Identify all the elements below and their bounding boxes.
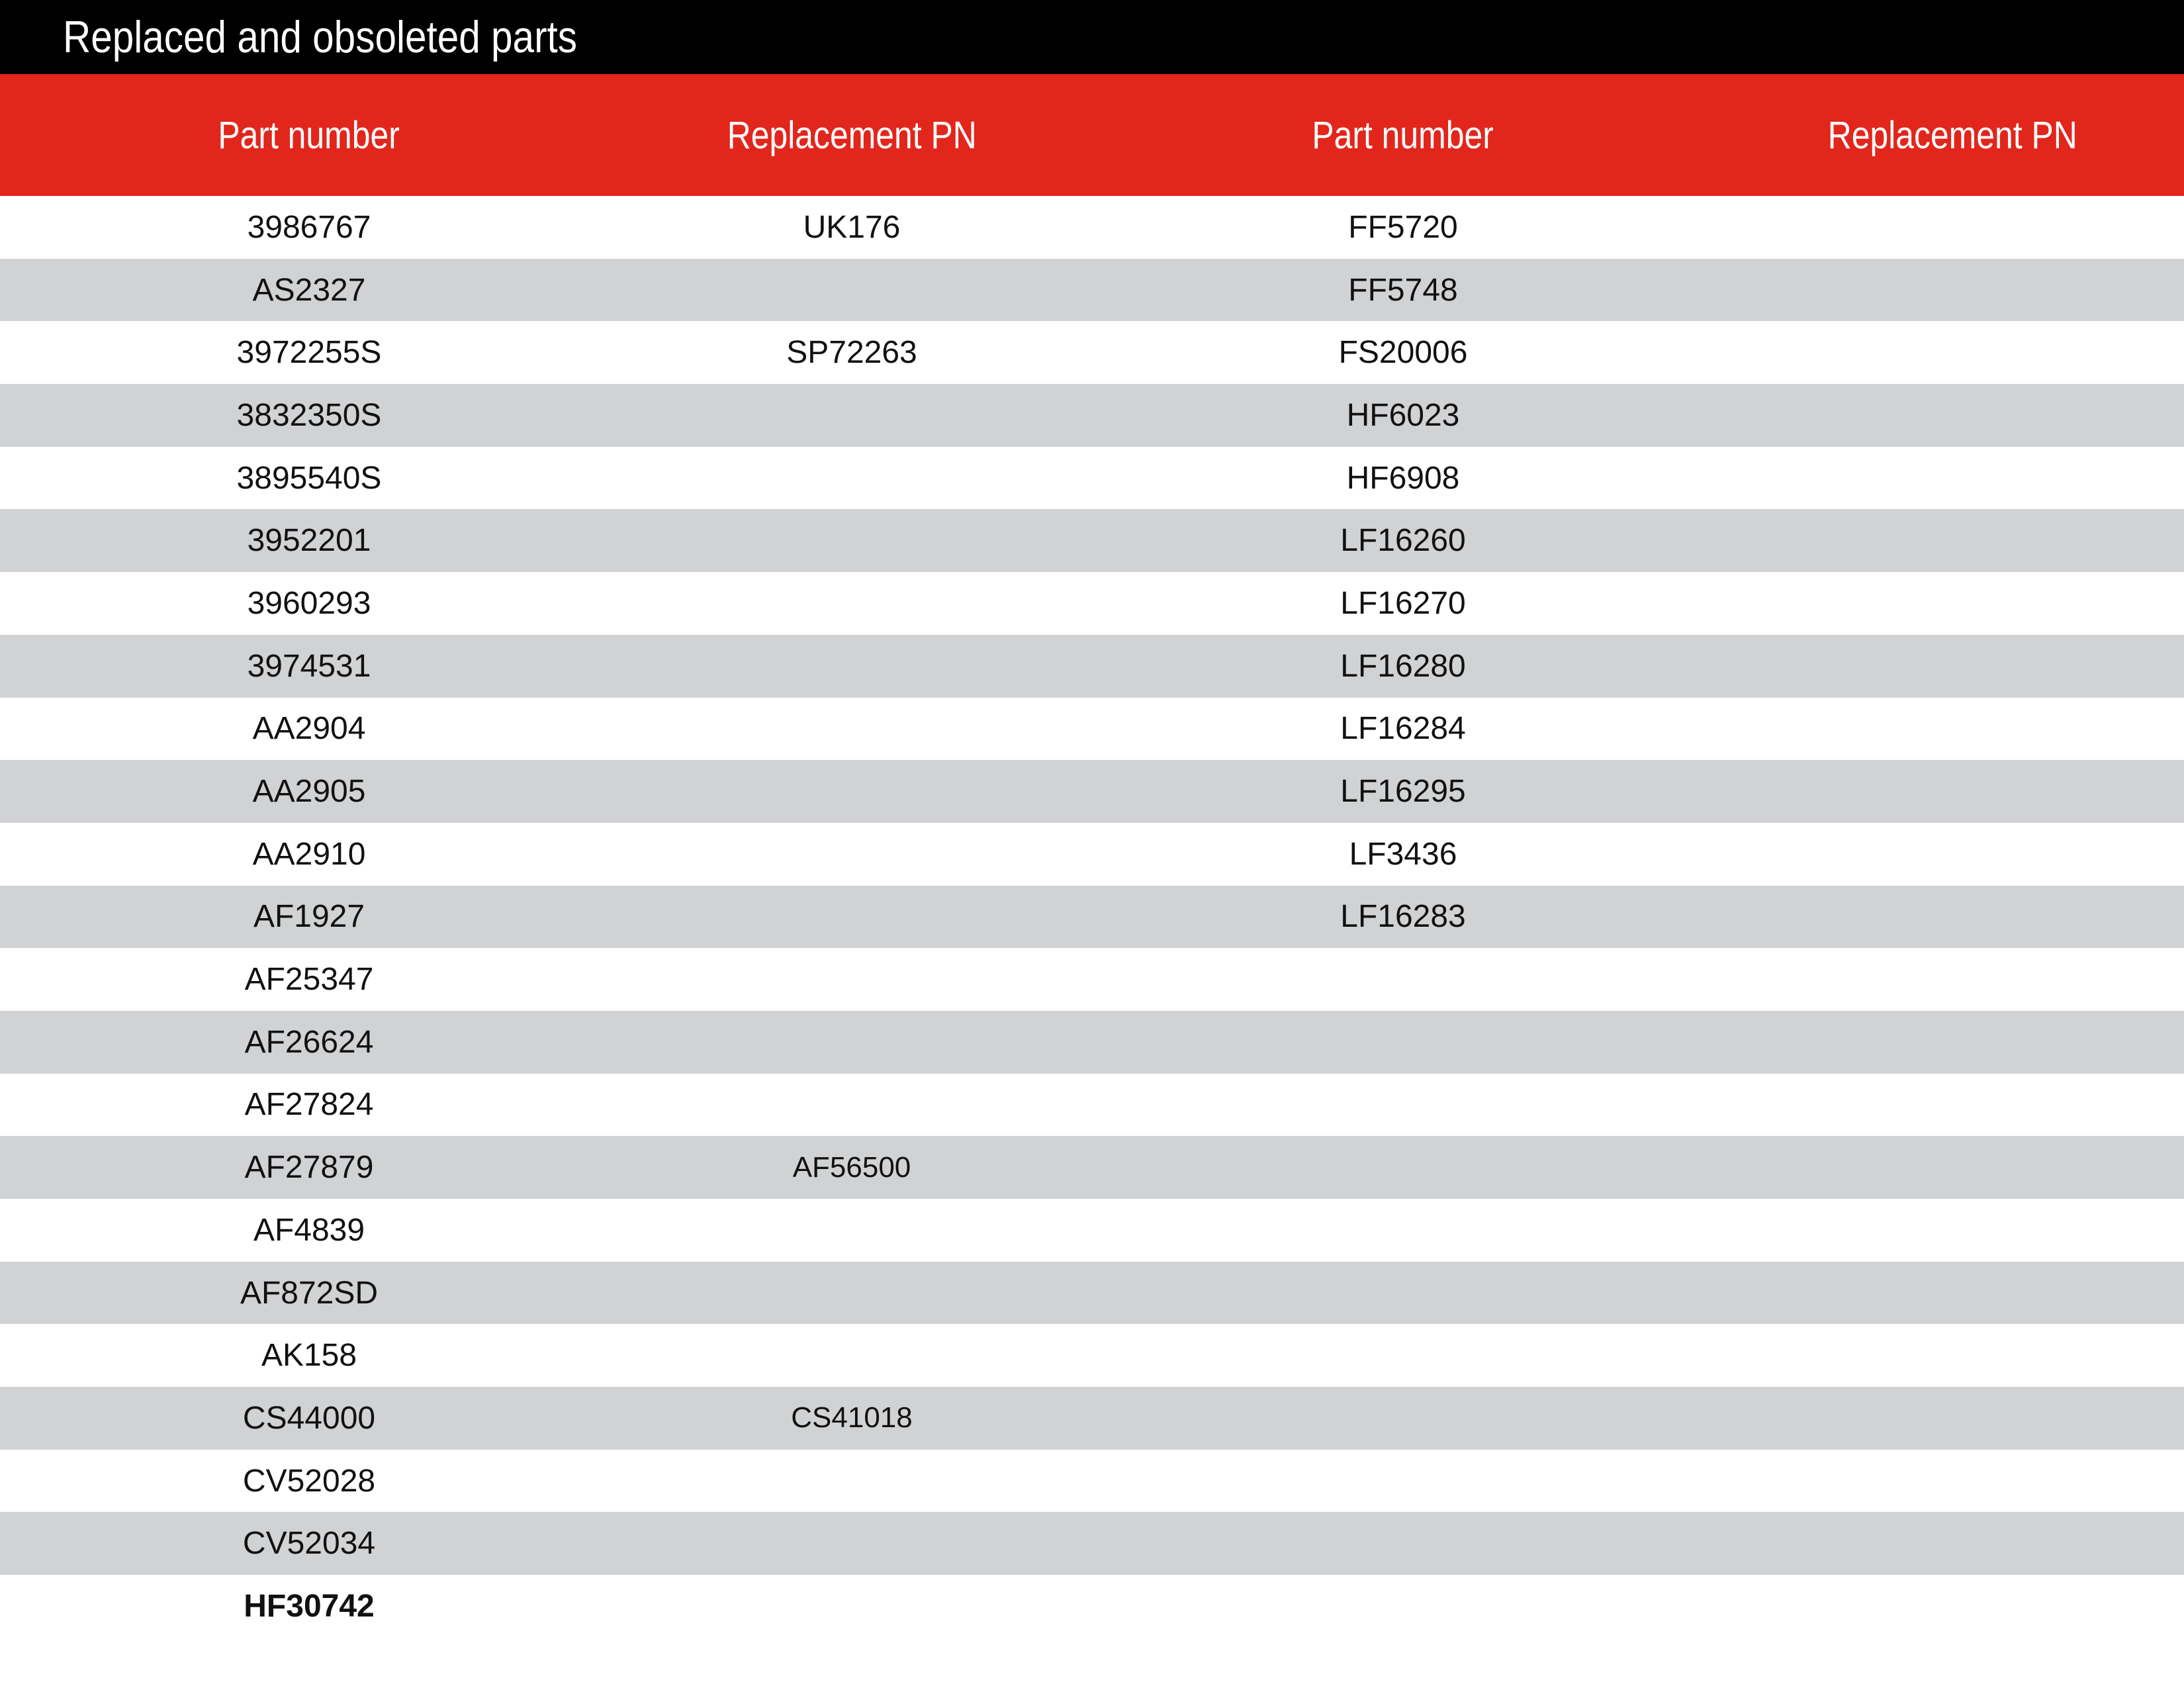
part-number-cell: LF16283 [1340, 899, 1466, 935]
table-row [0, 1324, 2184, 1387]
part-number-cell [1085, 1011, 1721, 1074]
replacement-pn-cell [1721, 1136, 2184, 1199]
replacement-pn-cell [1721, 509, 2184, 572]
table-header [0, 74, 2184, 196]
header-part-number-2 [1085, 74, 1721, 196]
table-row [0, 1199, 2184, 1262]
replacement-pn-cell: UK176 [803, 209, 901, 245]
part-number-cell: 3952201 [247, 523, 371, 559]
part-number-cell: FF5720 [1348, 209, 1458, 245]
replacement-pn-cell [1721, 1262, 2184, 1325]
replacement-pn-cell [618, 1074, 1085, 1137]
table-row [0, 447, 2184, 510]
table-row [0, 1512, 2184, 1575]
replacement-pn-cell [1721, 447, 2184, 510]
replacement-pn-cell [618, 1450, 1085, 1513]
part-number-cell [1085, 948, 1721, 1011]
replacement-pn-cell: CS41018 [791, 1401, 913, 1434]
part-number-cell: LF16270 [1340, 585, 1466, 621]
header-part-number-1 [0, 74, 618, 196]
header-label: Part number [218, 113, 400, 157]
part-number-cell [1085, 1199, 1721, 1262]
table-row [0, 948, 2184, 1011]
table-row [0, 1262, 2184, 1325]
table-row [0, 1575, 2184, 1638]
part-number-cell: AF1927 [253, 899, 365, 935]
replacement-pn-cell [1721, 321, 2184, 384]
part-number-cell: AF27879 [244, 1150, 374, 1186]
part-number-cell: LF16284 [1340, 711, 1466, 747]
table-row [0, 1074, 2184, 1137]
part-number-cell [1085, 1262, 1721, 1325]
part-number-cell: AK158 [261, 1338, 357, 1374]
header-label: Part number [1312, 113, 1494, 157]
replacement-pn-cell [618, 886, 1085, 949]
replacement-pn-cell [618, 1575, 1085, 1638]
part-number-cell [1085, 1450, 1721, 1513]
part-number-cell: FS20006 [1338, 335, 1468, 371]
part-number-cell: 3960293 [247, 585, 371, 621]
part-number-cell: CS44000 [242, 1400, 376, 1436]
part-number-cell [1085, 1324, 1721, 1387]
part-number-cell [1085, 1512, 1721, 1575]
part-number-cell: 3986767 [247, 209, 371, 245]
replacement-pn-cell [1721, 886, 2184, 949]
table-row [0, 635, 2184, 698]
table-row [0, 196, 2184, 259]
replacement-pn-cell [1721, 823, 2184, 886]
part-number-cell [1085, 1575, 1721, 1638]
table-row [0, 1011, 2184, 1074]
replacement-pn-cell [1721, 635, 2184, 698]
title-bar [0, 0, 2184, 74]
replacement-pn-cell [618, 572, 1085, 635]
part-number-cell [1085, 1074, 1721, 1137]
replacement-pn-cell [1721, 948, 2184, 1011]
part-number-cell: FF5748 [1348, 272, 1458, 308]
table-row [0, 572, 2184, 635]
table-row [0, 1387, 2184, 1450]
replacement-pn-cell [1721, 259, 2184, 322]
table-row [0, 886, 2184, 949]
table-row [0, 823, 2184, 886]
replacement-pn-cell [618, 1512, 1085, 1575]
part-number-cell: CV52028 [242, 1463, 376, 1499]
part-number-cell: HF30742 [244, 1588, 375, 1624]
replacement-pn-cell [1721, 1011, 2184, 1074]
part-number-cell: AF25347 [244, 962, 374, 998]
replacement-pn-cell [1721, 1512, 2184, 1575]
replacement-pn-cell [618, 509, 1085, 572]
replacement-pn-cell [618, 823, 1085, 886]
replacement-pn-cell [1721, 698, 2184, 761]
replacement-pn-cell [1721, 1450, 2184, 1513]
replacement-pn-cell [1721, 1199, 2184, 1262]
header-label: Replacement PN [727, 113, 977, 157]
replacement-pn-cell [1721, 760, 2184, 823]
replacement-pn-cell [1721, 1324, 2184, 1387]
replacement-pn-cell [618, 1262, 1085, 1325]
part-number-cell: AA2904 [252, 711, 366, 747]
part-number-cell [1085, 1387, 1721, 1450]
part-number-cell: AF27824 [244, 1087, 374, 1123]
replacement-pn-cell [1721, 384, 2184, 447]
table-row [0, 384, 2184, 447]
part-number-cell: AF872SD [240, 1275, 379, 1311]
header-replacement-pn-2 [1721, 74, 2184, 196]
part-number-cell: HF6023 [1346, 397, 1460, 433]
part-number-cell: AA2905 [252, 774, 366, 810]
replacement-pn-cell [618, 635, 1085, 698]
header-replacement-pn-1 [618, 74, 1085, 196]
replacement-pn-cell [618, 447, 1085, 510]
replacement-pn-cell [1721, 572, 2184, 635]
replacement-pn-cell [1721, 1575, 2184, 1638]
table-row [0, 760, 2184, 823]
part-number-cell: CV52034 [242, 1526, 376, 1562]
part-number-cell: LF16280 [1340, 648, 1466, 684]
table-row [0, 259, 2184, 322]
replacement-pn-cell [618, 760, 1085, 823]
part-number-cell: AA2910 [252, 836, 366, 872]
part-number-cell: 3832350S [236, 397, 382, 433]
table-row [0, 698, 2184, 761]
replacement-pn-cell [1721, 1074, 2184, 1137]
replacement-pn-cell [618, 384, 1085, 447]
part-number-cell: LF16260 [1340, 523, 1466, 559]
part-number-cell: AS2327 [252, 272, 366, 308]
replacement-pn-cell [1721, 1387, 2184, 1450]
replacement-pn-cell [618, 1011, 1085, 1074]
replacement-pn-cell: AF56500 [792, 1150, 911, 1184]
table-row [0, 321, 2184, 384]
replacement-pn-cell: SP72263 [786, 335, 917, 371]
header-label: Replacement PN [1827, 113, 2077, 157]
part-number-cell: HF6908 [1346, 460, 1460, 496]
table-row [0, 509, 2184, 572]
replacement-pn-cell [618, 698, 1085, 761]
replacement-pn-cell [618, 1324, 1085, 1387]
table-body [0, 196, 2184, 1638]
table-row [0, 1136, 2184, 1199]
part-number-cell: 3974531 [247, 648, 371, 684]
part-number-cell: LF16295 [1340, 774, 1466, 810]
part-number-cell: 3895540S [236, 460, 382, 496]
part-number-cell: LF3436 [1349, 836, 1457, 872]
part-number-cell [1085, 1136, 1721, 1199]
part-number-cell: AF26624 [244, 1024, 374, 1060]
replacement-pn-cell [618, 259, 1085, 322]
part-number-cell: 3972255S [236, 335, 382, 371]
replacement-pn-cell [618, 1199, 1085, 1262]
part-number-cell: AF4839 [253, 1212, 365, 1248]
table-row [0, 1450, 2184, 1513]
replacement-pn-cell [1721, 196, 2184, 259]
page-title: Replaced and obsoleted parts [63, 12, 578, 62]
replacement-pn-cell [618, 948, 1085, 1011]
